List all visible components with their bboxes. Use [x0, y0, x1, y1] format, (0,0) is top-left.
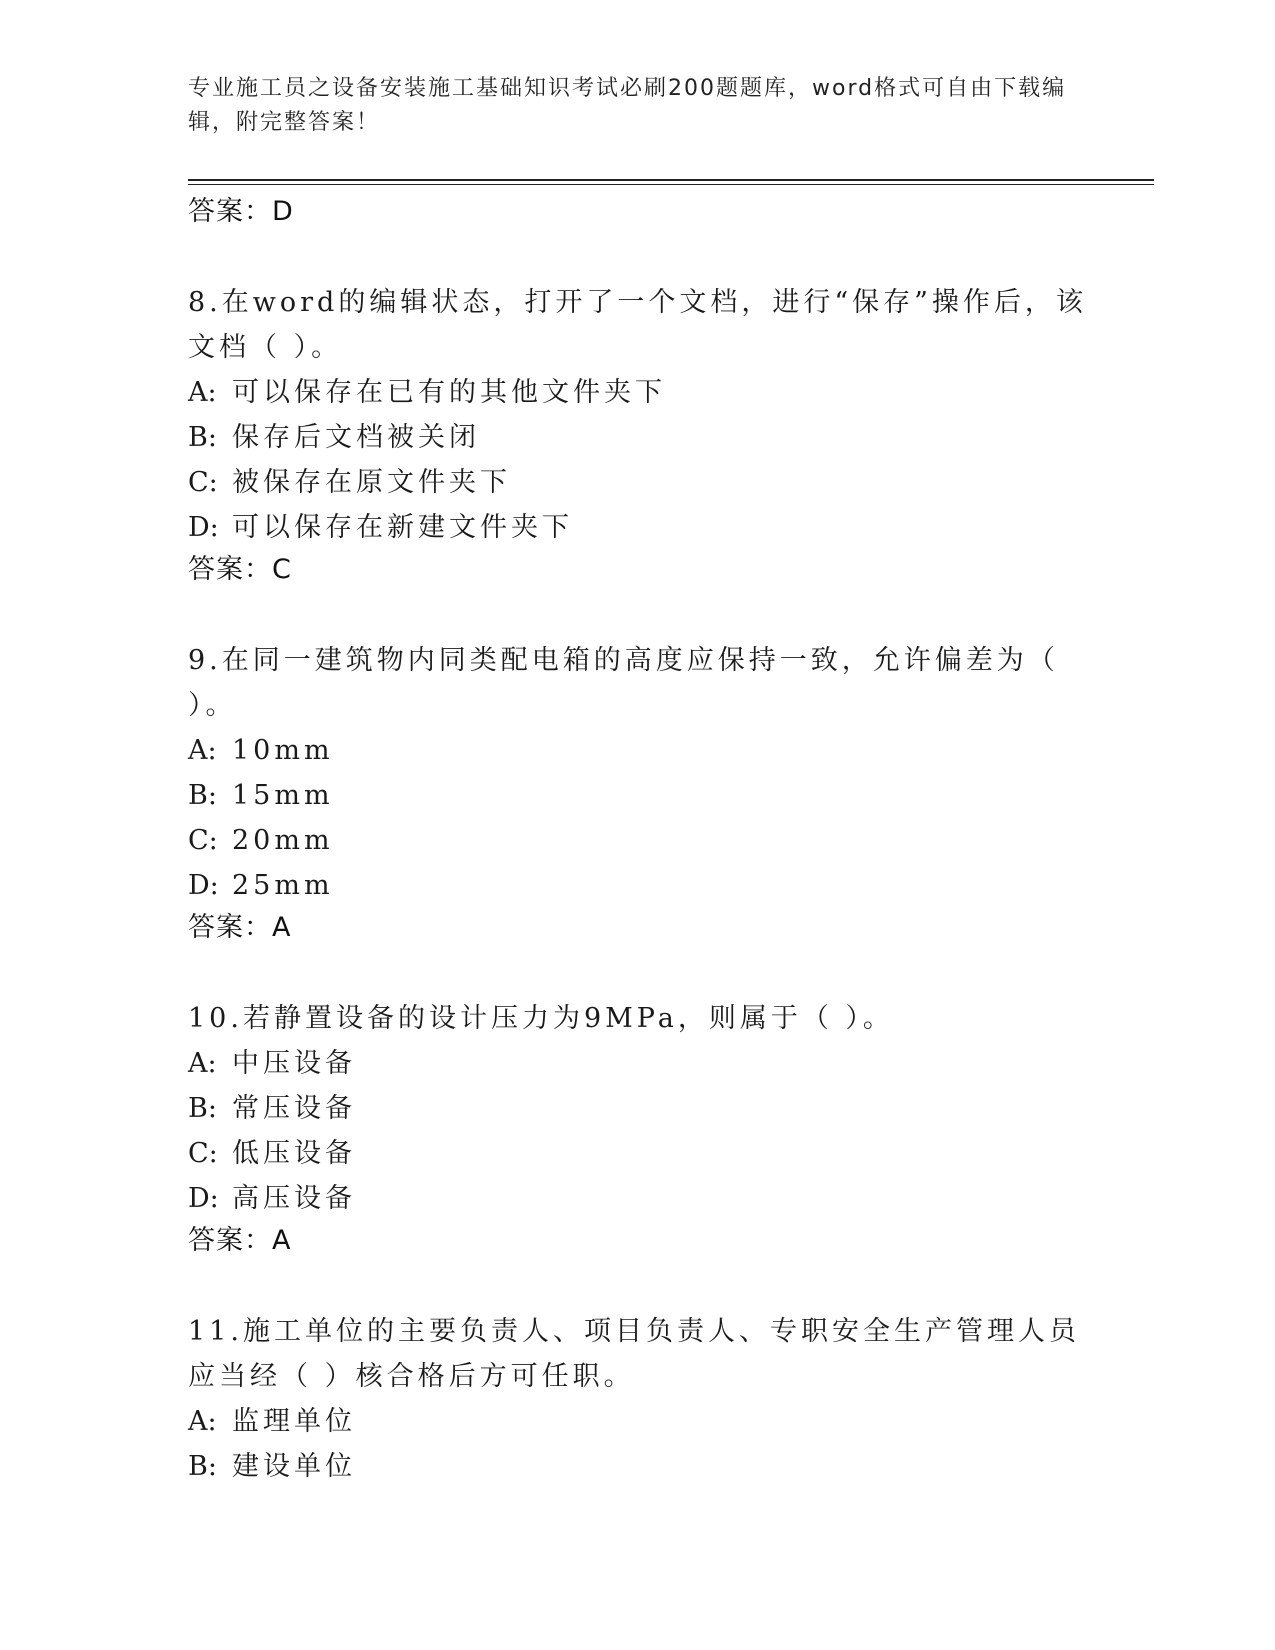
option-a [188, 1399, 1088, 1444]
question-stem: 11.施工单位的主要负责人、项目负责人、专职安全生产管理人员应当经（ ）核合格后方可任职。 [188, 1316, 1080, 1392]
document-body [188, 190, 1088, 1489]
option-key: A: [188, 1406, 217, 1437]
option-key: D: [188, 1183, 219, 1214]
header-divider-thin [188, 184, 1154, 185]
question-10 [188, 996, 1088, 1261]
option-key: D: [188, 512, 219, 543]
question-stem: 10.若静置设备的设计压力为9MPa，则属于（ ）。 [188, 1003, 894, 1034]
question-8 [188, 280, 1088, 590]
option-text: 20mm [232, 825, 334, 856]
option-a [188, 728, 1088, 773]
option-text: 25mm [232, 870, 334, 901]
option-c [188, 818, 1088, 863]
option-text: 建设单位 [232, 1451, 356, 1482]
option-text: 15mm [232, 780, 334, 811]
question-stem: 8.在word的编辑状态，打开了一个文档，进行“保存”操作后，该文档（ ）。 [188, 287, 1087, 363]
option-key: C: [188, 1138, 218, 1169]
header-divider-thick [188, 179, 1154, 181]
option-text: 监理单位 [232, 1406, 356, 1437]
option-key: C: [188, 825, 218, 856]
option-b [188, 415, 1088, 460]
option-text: 被保存在原文件夹下 [232, 467, 511, 498]
answer-line: 答案：C [188, 554, 292, 585]
option-text: 常压设备 [232, 1093, 356, 1124]
option-d [188, 1176, 1088, 1221]
option-b [188, 1086, 1088, 1131]
answer-previous: 答案：D [188, 196, 294, 227]
option-key: D: [188, 870, 219, 901]
question-11 [188, 1309, 1088, 1489]
option-c [188, 460, 1088, 505]
option-key: A: [188, 377, 217, 408]
answer-line: 答案：A [188, 1225, 292, 1256]
option-d [188, 863, 1088, 908]
option-text: 保存后文档被关闭 [232, 422, 480, 453]
option-key: B: [188, 422, 217, 453]
option-key: A: [188, 735, 217, 766]
option-key: A: [188, 1048, 217, 1079]
document-header: 专业施工员之设备安装施工基础知识考试必刷200题题库，word格式可自由下载编辑，附完整答案！ [188, 76, 1067, 135]
option-a [188, 370, 1088, 415]
option-b [188, 773, 1088, 818]
option-d [188, 505, 1088, 550]
question-stem: 9.在同一建筑物内同类配电箱的高度应保持一致，允许偏差为（ ）。 [188, 645, 1059, 721]
option-a [188, 1041, 1088, 1086]
option-key: B: [188, 1093, 217, 1124]
option-c [188, 1131, 1088, 1176]
answer-line: 答案：A [188, 912, 292, 943]
option-b [188, 1444, 1088, 1489]
option-text: 高压设备 [232, 1183, 356, 1214]
option-key: B: [188, 1451, 217, 1482]
option-text: 10mm [232, 735, 334, 766]
option-text: 低压设备 [232, 1138, 356, 1169]
option-text: 可以保存在已有的其他文件夹下 [232, 377, 666, 408]
question-9 [188, 638, 1088, 948]
option-text: 可以保存在新建文件夹下 [232, 512, 573, 543]
option-text: 中压设备 [232, 1048, 356, 1079]
option-key: C: [188, 467, 218, 498]
option-key: B: [188, 780, 217, 811]
